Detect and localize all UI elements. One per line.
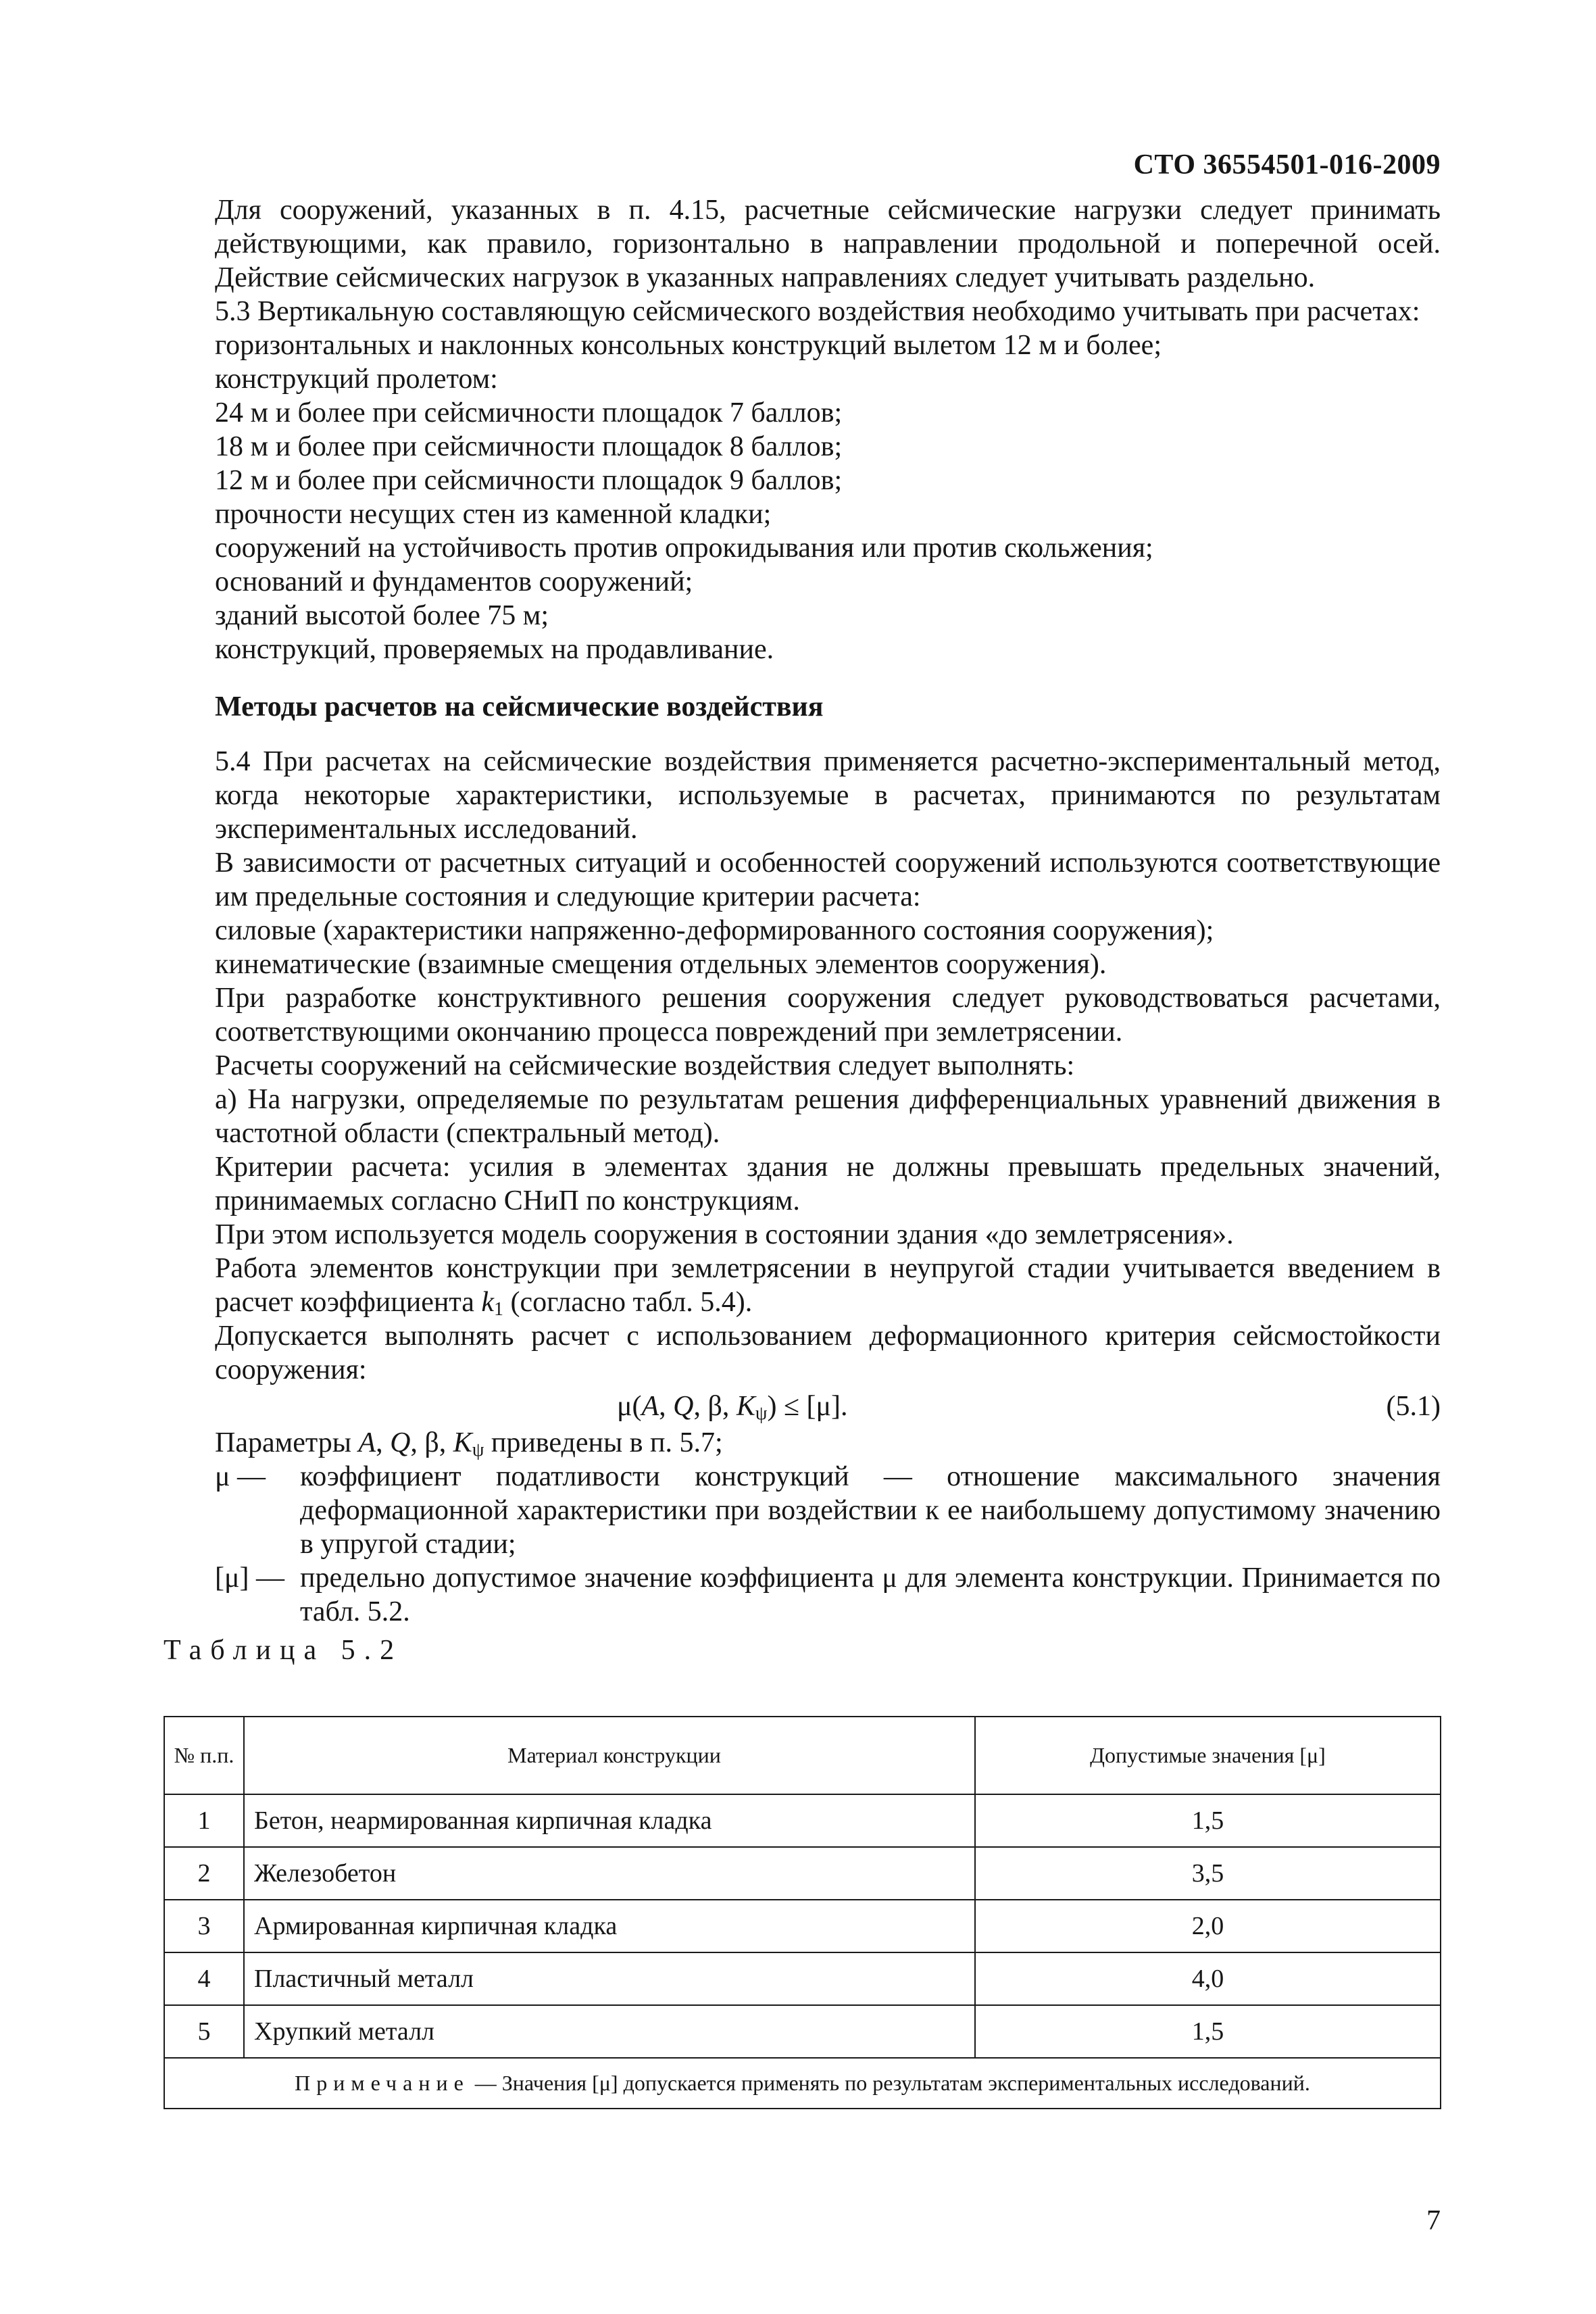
list-5-3 (215, 328, 1441, 666)
paragraph: Критерии расчета: усилия в элементах здания не должны превышать предельных значений, принимаемых согласно СНиП по конструкциям. (215, 1152, 1441, 1216)
definition-text: предельно допустимое значение коэффициента μ для элемента конструкции. Принимается по табл. 5.2. (300, 1562, 1441, 1627)
formula-number: (5.1) (1386, 1391, 1441, 1422)
definition-symbol: μ — (215, 1461, 266, 1492)
table-cell: 1,5 (975, 1794, 1441, 1847)
paragraph-coefficient (215, 1252, 1441, 1319)
table-cell: 5 (164, 2005, 244, 2058)
column-header: № п.п. (164, 1717, 244, 1794)
document-code: СТО 36554501-016-2009 (1133, 149, 1441, 180)
list-item: 12 м и более при сейсмичности площадок 9 баллов; (215, 465, 843, 496)
table-row (164, 1794, 1441, 1847)
table-cell: Хрупкий металл (244, 2005, 975, 2058)
paragraph: а) На нагрузки, определяемые по результатам решения дифференциальных уравнений движения в частотной области (спектральный метод). (215, 1084, 1441, 1149)
paragraph: При этом используется модель сооружения в состоянии здания «до землетрясения». (215, 1219, 1234, 1250)
paragraph: В зависимости от расчетных ситуаций и особенностей сооружений используются соответствующие им предельные состояния и следующие критерии расчета: (215, 847, 1441, 912)
parameters-line: Параметры A, Q, β, $K_\psi$ приведены в п. 5.7; (215, 1427, 723, 1460)
definition-mu-limit (215, 1561, 1441, 1629)
list-item: горизонтальных и наклонных консольных конструкций вылетом 12 м и более; (215, 330, 1162, 361)
paragraph: кинематические (взаимные смещения отдельных элементов сооружения). (215, 949, 1107, 980)
table-note-row (164, 2058, 1441, 2109)
column-header: Допустимые значения [μ] (975, 1717, 1441, 1794)
note-label: Примечание (295, 2071, 470, 2095)
definition-text: коэффициент податливости конструкций — отношение максимального значения деформационной характеристики при воздействии к ее наибольшему допустимому значению в упругой стадии; (300, 1461, 1441, 1560)
list-item: зданий высотой более 75 м; (215, 600, 549, 631)
definition-mu (215, 1460, 1441, 1561)
table-note (164, 2058, 1441, 2109)
list-item: сооружений на устойчивость против опрокидывания или против скольжения; (215, 533, 1153, 564)
paragraph: силовые (характеристики напряженно-деформированного состояния сооружения); (215, 915, 1214, 946)
table-cell: 4 (164, 1952, 244, 2005)
definitions (215, 1460, 1441, 1629)
paragraph-text: Для сооружений, указанных в п. 4.15, расчетные сейсмические нагрузки следует принимать действующими, как правило, горизонтально в направлении продольной и поперечной осей. Действие сейсмических нагрузок в указанных направлениях следует учитывать раздельно. (215, 195, 1441, 293)
definition-symbol: [μ] — (215, 1562, 284, 1594)
paragraph-5-4: 5.4 При расчетах на сейсмические воздействия применяется расчетно-экспериментальный метод, когда некоторые характеристики, используемые в расчетах, принимаются по результатам экспериментальных исследований. (215, 746, 1441, 845)
paragraph: При разработке конструктивного решения сооружения следует руководствоваться расчетами, соответствующими окончанию процесса повреждений при землетрясении. (215, 983, 1441, 1048)
paragraph-text: Работа элементов конструкции при землетрясении в неупругой стадии учитывается введением в расчет коэффициента (215, 1253, 1441, 1318)
list-item: прочности несущих стен из каменной кладки; (215, 499, 772, 530)
column-header: Материал конструкции (244, 1717, 975, 1794)
table-cell: 2 (164, 1847, 244, 1900)
table-row (164, 1900, 1441, 1952)
table-cell: 2,0 (975, 1900, 1441, 1952)
list-item: 18 м и более при сейсмичности площадок 8 баллов; (215, 431, 843, 462)
table-cell: 1 (164, 1794, 244, 1847)
formula-expression: μ(A, Q, β, $K_\psi) \le [\mu]$. (617, 1391, 848, 1424)
coefficient-subscript: 1 (494, 1299, 504, 1320)
table-caption: Таблица 5.2 (164, 1635, 403, 1666)
table-cell: Бетон, неармированная кирпичная кладка (244, 1794, 975, 1847)
paragraph-seismic-loads (215, 193, 1441, 295)
table-cell: 1,5 (975, 2005, 1441, 2058)
table-cell: 3 (164, 1900, 244, 1952)
table-5-2 (164, 1716, 1441, 2109)
paragraph-text: 5.3 Вертикальную составляющую сейсмического воздействия необходимо учитывать при расчетах: (215, 296, 1420, 327)
paragraph-5-3 (215, 295, 1441, 328)
list-item: оснований и фундаментов сооружений; (215, 566, 693, 597)
document-body (164, 193, 1441, 1667)
table-cell: 4,0 (975, 1952, 1441, 2005)
page-number: 7 (1426, 2205, 1441, 2236)
list-item: 24 м и более при сейсмичности площадок 7 баллов; (215, 397, 843, 428)
section-title: Методы расчетов на сейсмические воздействия (215, 691, 824, 722)
paragraph: Допускается выполнять расчет с использованием деформационного критерия сейсмостойкости сооружения: (215, 1321, 1441, 1385)
table-row (164, 2005, 1441, 2058)
paragraph: Расчеты сооружений на сейсмические воздействия следует выполнять: (215, 1050, 1075, 1081)
coefficient-symbol: k (481, 1287, 495, 1318)
table-header-row (164, 1717, 1441, 1794)
table-cell: Железобетон (244, 1847, 975, 1900)
list-item: конструкций пролетом: (215, 364, 498, 395)
table-cell: Армированная кирпичная кладка (244, 1900, 975, 1952)
paragraph-text: (согласно табл. 5.4). (503, 1287, 753, 1318)
formula-5-1 (215, 1387, 1441, 1426)
table-row (164, 1847, 1441, 1900)
list-item: конструкций, проверяемых на продавливание. (215, 634, 774, 665)
table-cell: Пластичный металл (244, 1952, 975, 2005)
note-text: — Значения [μ] допускается применять по результатам экспериментальных исследований. (469, 2071, 1310, 2095)
table-cell: 3,5 (975, 1847, 1441, 1900)
table-row (164, 1952, 1441, 2005)
